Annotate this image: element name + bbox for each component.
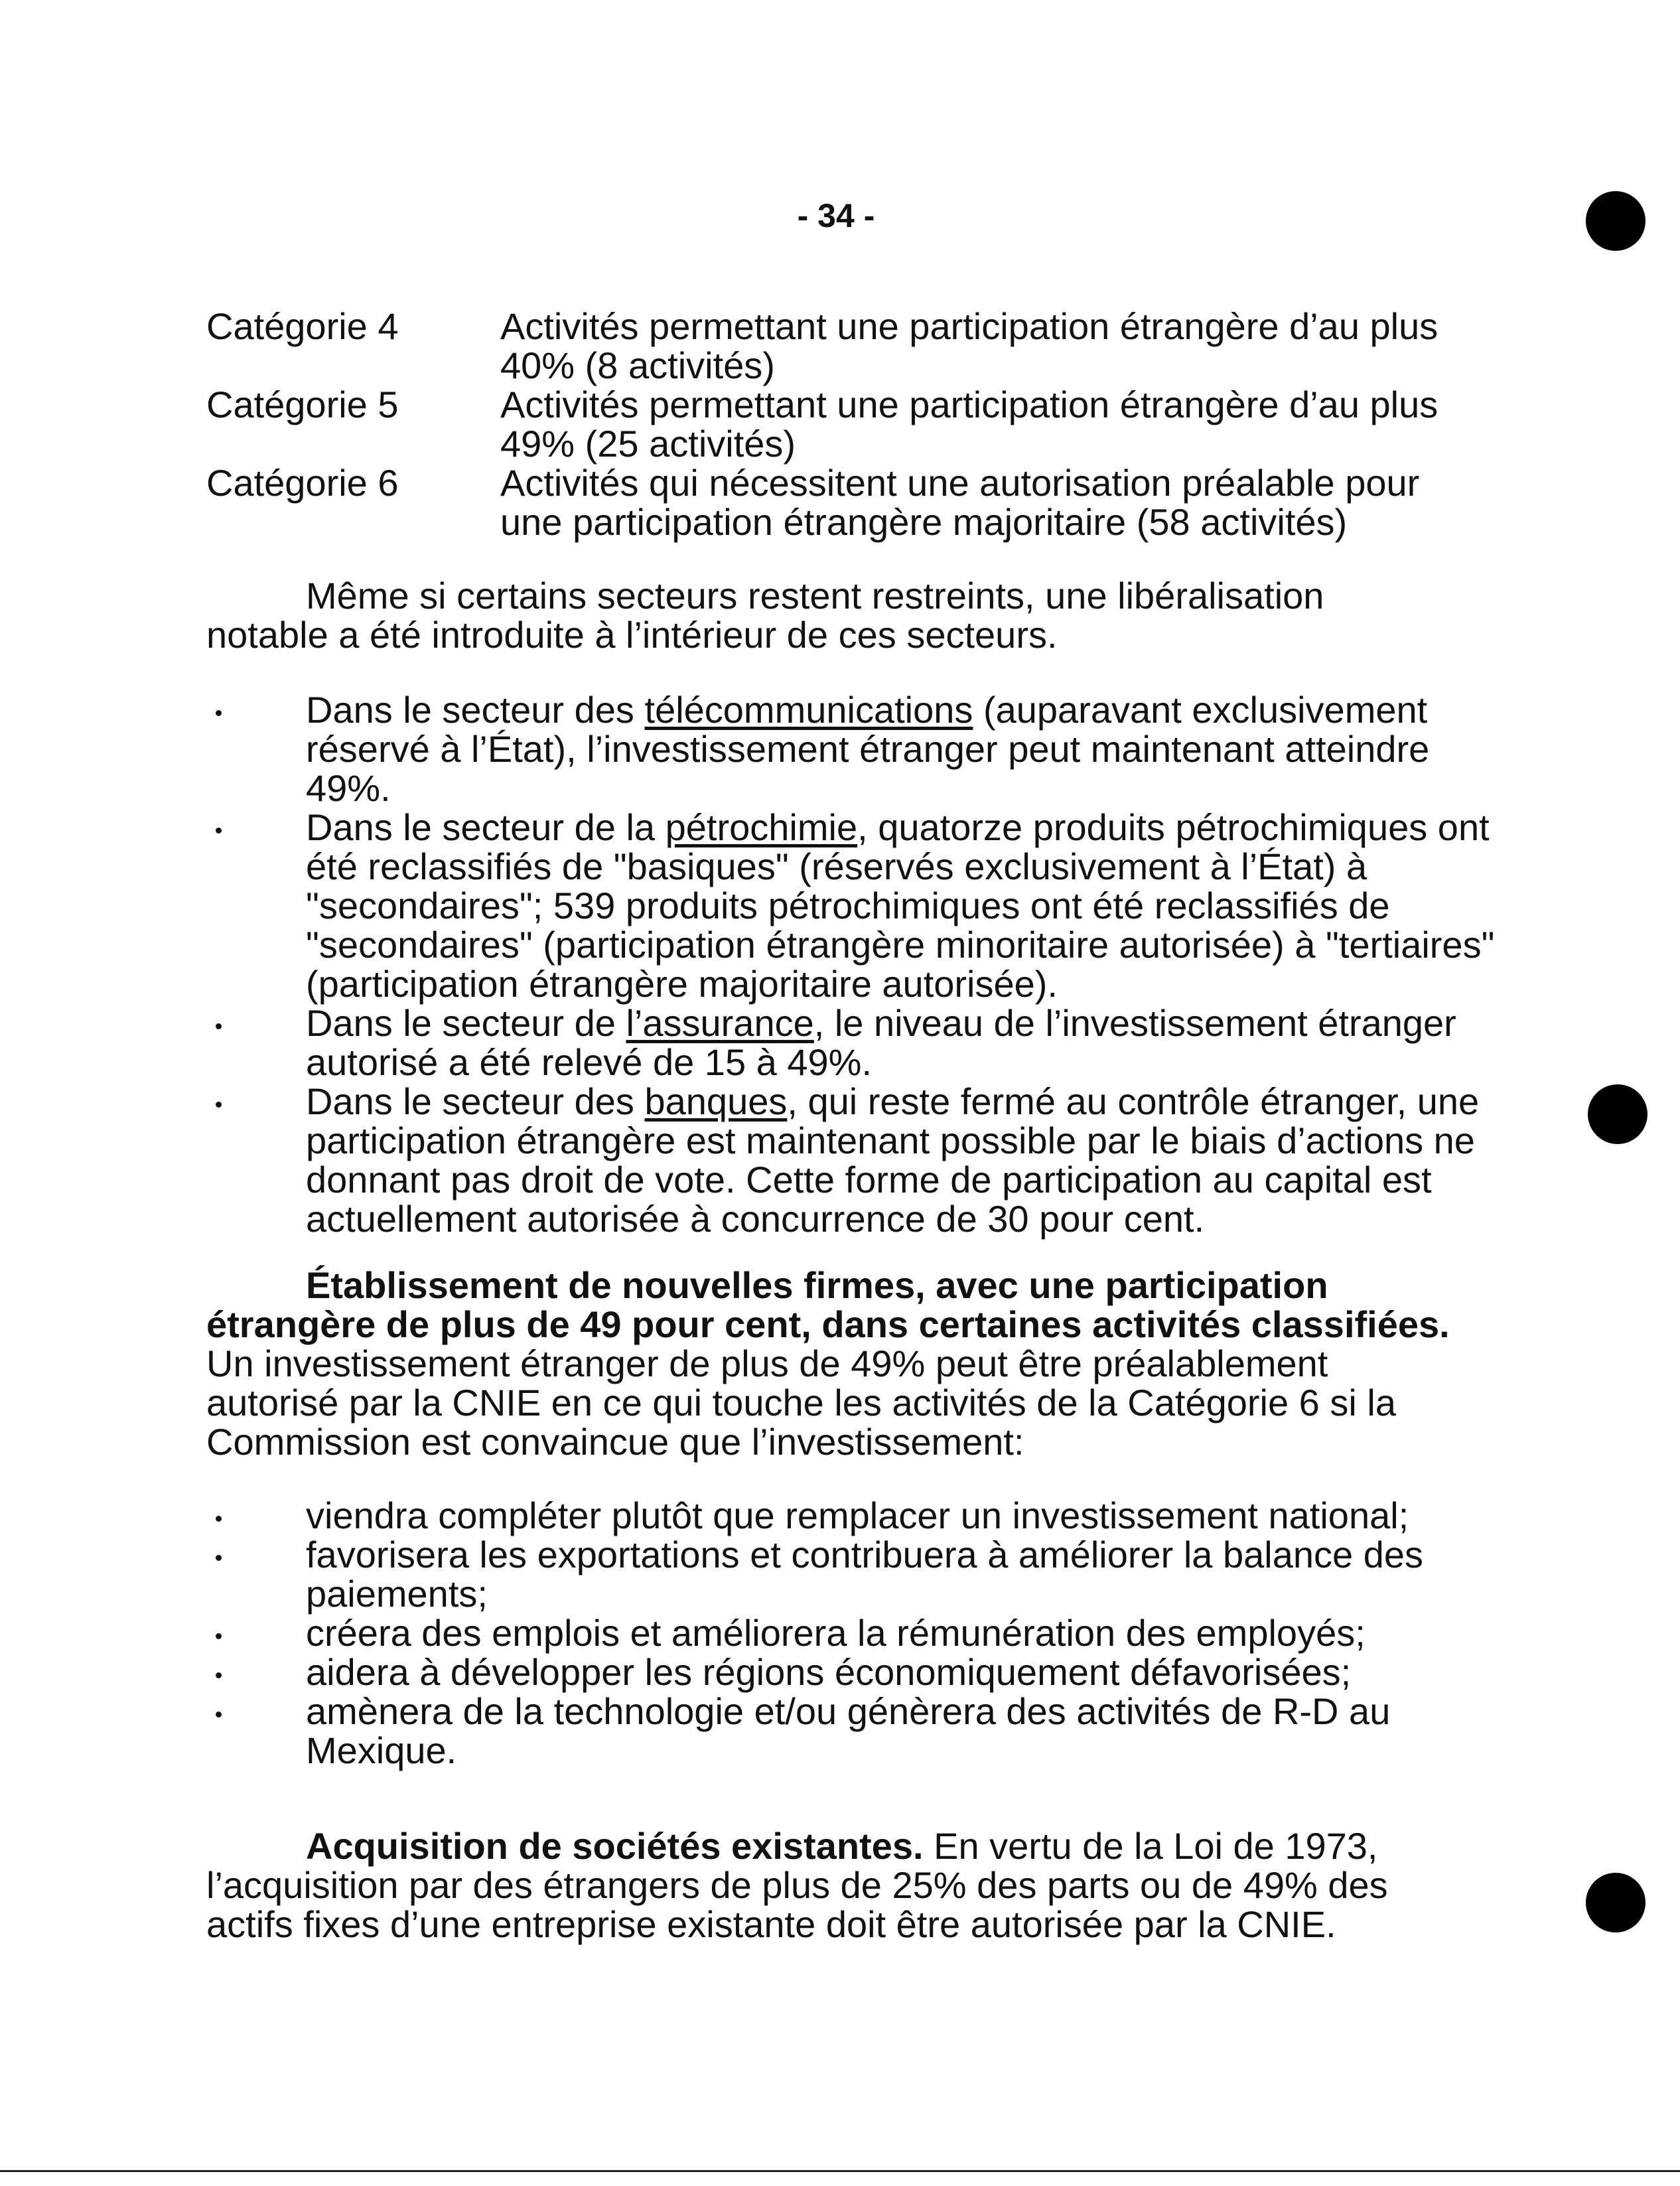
paragraph-text: En vertu de la Loi de 1973, l’acquisition par des étrangers de plus de 25% des parts ou de 49% des actifs fixes d’une entreprise existante doit être autorisée par la CNIE. [206,1825,1388,1945]
underlined-term: l’assurance [626,1002,814,1044]
intro-line: notable a été introduite à l’intérieur de ces secteurs. [206,614,1058,656]
underlined-term: banques [644,1080,788,1122]
bullet-text: amènera de la technologie et/ou génèrera des activités de R-D au Mexique. [306,1690,1391,1771]
category-table [206,307,1500,542]
category-row [206,385,1500,463]
bullet-icon [216,1023,222,1029]
category-description [500,385,1500,463]
list-item [206,808,1500,1003]
bullet-icon [216,1672,222,1678]
list-item [206,1652,1500,1692]
bullet-text: , qui reste fermé au contrôle étranger, une participation étrangère est maintenant possible par le biais d’actions ne donnant pas droit de vote. Cette forme de participation au capital est actuellement autorisée à concurrence de 30 pour cent. [306,1080,1480,1240]
list-item [206,1692,1500,1770]
bullet-icon [216,1555,222,1561]
bullet-text: , le niveau de l’investissement étranger autorisé a été relevé de 15 à 49%. [306,1002,1456,1083]
page-number: - 34 - [797,197,875,234]
establishment-paragraph [206,1266,1467,1461]
bullet-icon [216,1712,222,1717]
paragraph-text: Un investissement étranger de plus de 49% peut être préalablement autorisé par la CNIE en ce qui touche les activités de la Catégorie 6 si la Commission est convaincue que l’investissement: [206,1343,1396,1463]
bullet-text: Dans le secteur de [306,1002,626,1044]
list-item [206,1082,1500,1238]
bullet-icon [216,1102,222,1108]
bullet-icon [216,710,222,716]
bullet-text: viendra compléter plutôt que remplacer un investissement national; [306,1494,1409,1536]
bullet-text: (auparavant exclusivement réservé à l’État), l’investissement étranger peut maintenant atteindre 49%. [306,689,1430,809]
bullet-text: créera des emplois et améliorera la rémunération des employés; [306,1612,1365,1654]
list-item [206,1496,1500,1535]
acquisition-paragraph [206,1826,1467,1944]
list-item [206,1003,1500,1082]
underlined-term: télécommunications [644,689,973,731]
list-item [206,1535,1500,1613]
category-description [500,463,1500,542]
category-description-line: Activités qui nécessitent une autorisation préalable pour [500,462,1420,504]
scan-edge-line [0,2170,1680,2172]
category-label: Catégorie 4 [206,305,399,347]
sector-bullet-list [206,690,1500,1238]
bullet-icon [216,1516,222,1522]
punch-hole [1586,191,1645,251]
category-row [206,307,1500,385]
bullet-icon [216,828,222,834]
criteria-bullet-list [206,1496,1500,1770]
category-description-line: Activités permettant une participation étrangère d’au plus [500,384,1438,425]
list-item [206,690,1500,808]
punch-hole [1586,1873,1645,1932]
intro-paragraph [206,576,1467,654]
bullet-text: Dans le secteur des [306,689,645,731]
category-row [206,463,1500,542]
list-item [206,1613,1500,1652]
category-description [500,307,1500,385]
category-description-line: 49% (25 activités) [500,423,796,465]
bullet-text: aidera à développer les régions économiquement défavorisées; [306,1651,1352,1693]
bullet-text: , quatorze produits pétrochimiques ont été reclassifiés de "basiques" (réservés exclusivement à l’État) à "secondaires"; 539 produits pétrochimiques ont été reclassifiés de "secondaires" (participation étrangère minoritaire autorisée) à "tertiaires" (participation étrangère majoritaire autorisée). [306,806,1495,1005]
bullet-text: Dans le secteur de la [306,806,665,848]
category-label: Catégorie 6 [206,462,399,504]
bullet-text: Dans le secteur des [306,1080,645,1122]
category-description-line: une participation étrangère majoritaire (58 activités) [500,501,1348,543]
section-heading: Acquisition de sociétés existantes. [306,1825,924,1867]
category-description-line: Activités permettant une participation étrangère d’au plus [500,305,1438,347]
section-heading: Établissement de nouvelles firmes, avec une participation étrangère de plus de 49 pour cent, dans certaines activités classifiées. [206,1264,1450,1345]
category-description-line: 40% (8 activités) [500,344,775,386]
bullet-text: favorisera les exportations et contribuera à améliorer la balance des paiements; [306,1534,1424,1615]
intro-line: Même si certains secteurs restent restreints, une libéralisation [306,575,1324,617]
underlined-term: pétrochimie [665,806,858,848]
bullet-icon [216,1633,222,1639]
category-label: Catégorie 5 [206,384,399,425]
punch-hole [1588,1084,1647,1144]
